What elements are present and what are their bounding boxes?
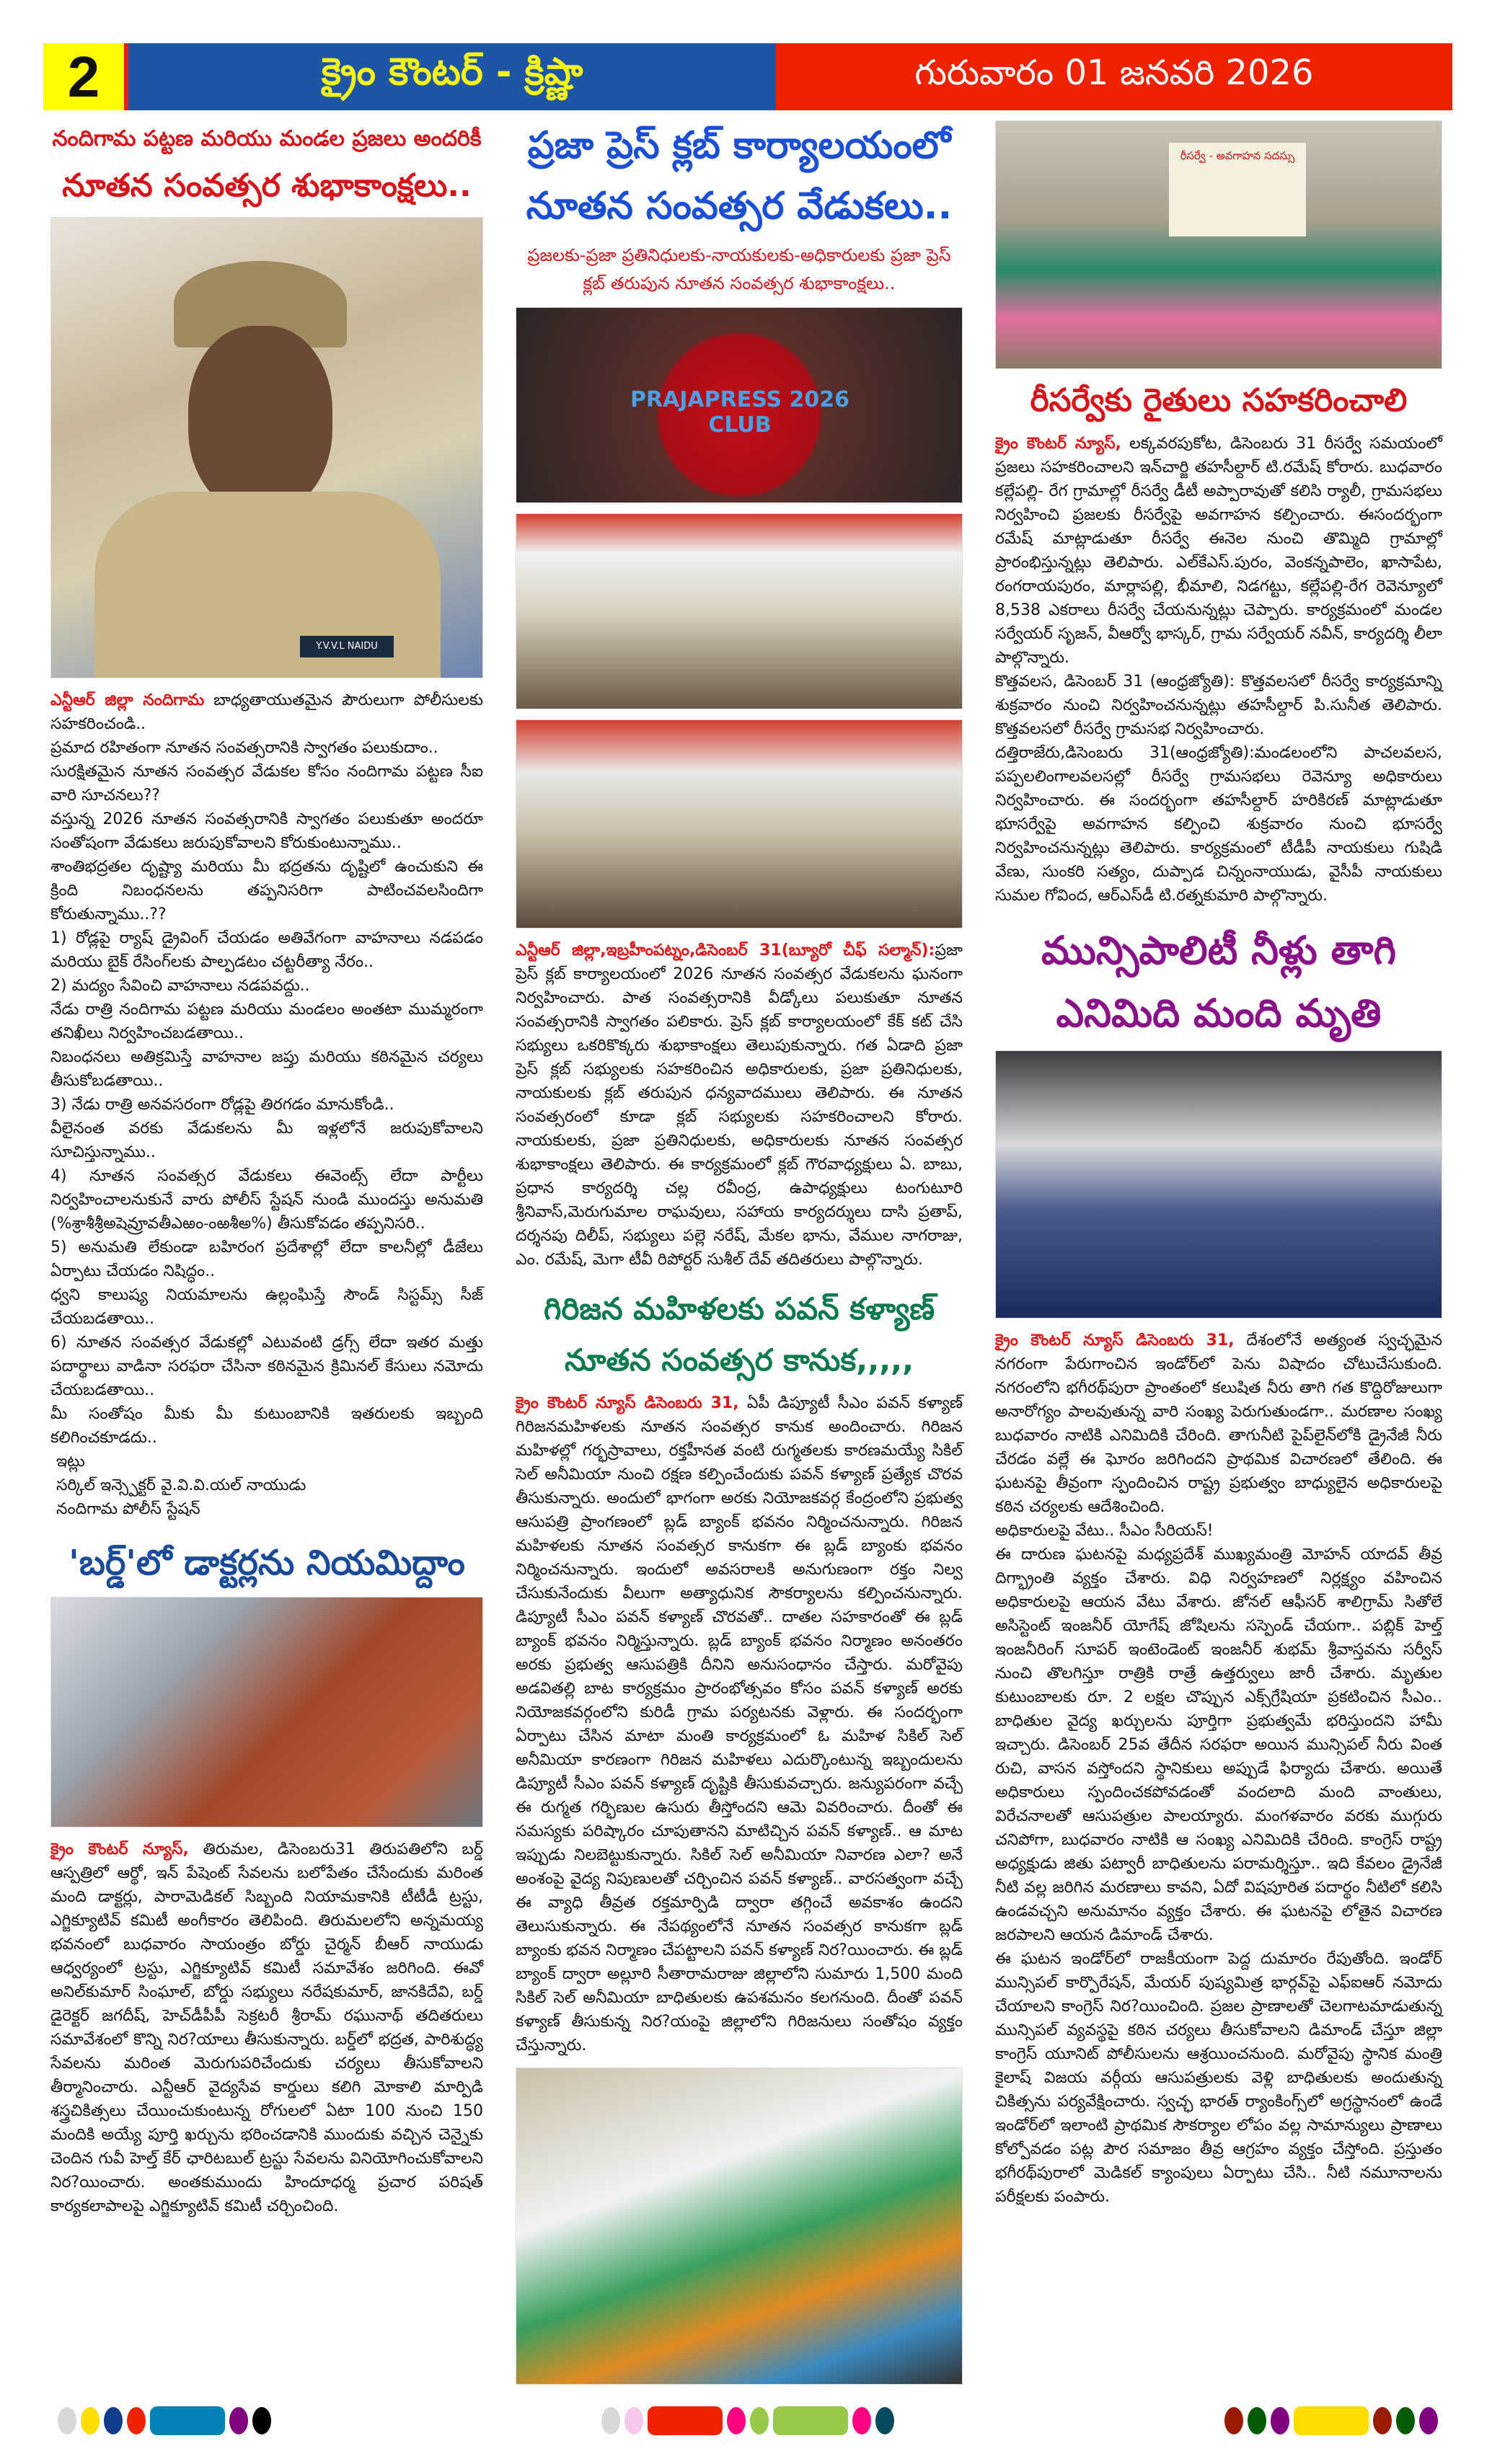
footer-decoration-left bbox=[58, 2406, 271, 2435]
footer-color-mark bbox=[81, 2407, 100, 2434]
column-2 bbox=[516, 120, 963, 2385]
press-dateline: ఎన్టీఆర్ జిల్లా,ఇబ్రహీంపట్నం,డిసెంబర్ 31(బ్యూరో చీఫ్ సల్మాన్): bbox=[516, 941, 935, 960]
paragraph: దత్తిరాజేరు,డిసెంబరు 31(ఆంధ్రజ్యోతి):మండలంలోని పాచలవలస, పప్పలలింగాలవలసల్లో రీసర్వే గ్రామసభలు రెవెన్యూ అధికారులు నిర్వహించారు. ఈ సందర్భంగా తహసీల్దార్ హరికిరణ్ మాట్లాడుతూ భూసర్వేపై అవగాహన కల్పించి శుక్రవారం నుంచి భూసర్వే నిర్వహించనున్నట్లు తెలిపారు. కార్యక్రమంలో టీడీపీ నాయకులు గుషిడి వేణు, సుంకరి సత్యం, దుప్పాడ చిన్నంనాయుడు, వైసీపీ నాయకులు సుమల గోవింద, ఆర్ఎస్‌డీ టి.రత్నకుమారి పాల్గొన్నారు. bbox=[995, 744, 1442, 905]
paragraph: ధ్వని కాలుష్య నియమాలను ఉల్లంఘిస్తే సౌండ్ సిస్టమ్స్ సీజ్ చేయబడతాయి.. bbox=[50, 1285, 483, 1328]
resurvey-photo bbox=[995, 120, 1442, 369]
hospital-photo bbox=[995, 1050, 1442, 1319]
footer-color-mark bbox=[104, 2407, 123, 2434]
pawan-kalyan-photo bbox=[516, 2068, 963, 2385]
paragraph: శాంతిభద్రతల దృష్ట్యా మరియు మీ భద్రతను దృష్టిలో ఉంచుకుని ఈ క్రింది నిబంధనలను తప్పనిసరిగా పాటించవలసిందిగా కోరుతున్నాము..?? bbox=[50, 857, 483, 923]
paragraph: బాధ్యతాయుతమైన పౌరులుగా పోలీసులకు సహకరించండి.. bbox=[50, 691, 483, 733]
paragraph: నిబంధనలు అతిక్రమిస్తే వాహనాల జప్తు మరియు కఠినమైన చర్యలు తీసుకోబడతాయి.. bbox=[50, 1047, 483, 1090]
bird-meeting-photo bbox=[50, 1597, 483, 1827]
column-3 bbox=[995, 120, 1442, 2209]
footer-color-mark bbox=[58, 2407, 76, 2434]
banner: రీసర్వే - అవగాహన సదస్సు bbox=[1169, 143, 1306, 236]
indore-dateline: క్రైం కౌంటర్ న్యూస్ డిసెంబరు 31, bbox=[995, 1331, 1235, 1350]
resurvey-headline: రీసర్వేకు రైతులు సహకరించాలి bbox=[1030, 382, 1408, 419]
issue-date: గురువారం 01 జనవరి 2026 bbox=[776, 43, 1452, 110]
footer-color-mark bbox=[1373, 2407, 1392, 2434]
indore-headline-line1: మున్సిపాలిటీ నీళ్లు తాగి bbox=[1041, 928, 1397, 974]
paragraph: 4) నూతన సంవత్సర వేడుకలు ఈవెంట్స్ లేదా పార్టీలు నిర్వహించాలనుకునే వారు పోలీస్ స్టేషన్ నుండి ముందస్తు అనుమతి (%శ్రాశీశ్రీఅషెవ్రూవతీఎఱం-ంఱశీఅ%) తీసుకోవడం తప్పనిసరి.. bbox=[50, 1166, 483, 1233]
indore-article-body bbox=[995, 1329, 1442, 2209]
footer-color-mark bbox=[1294, 2406, 1369, 2435]
police-officer-photo bbox=[50, 217, 483, 678]
press-article-body bbox=[516, 939, 963, 1272]
footer-color-mark bbox=[624, 2407, 643, 2434]
police-article-body bbox=[50, 688, 483, 1521]
footer-color-mark bbox=[1271, 2407, 1289, 2434]
paragraph: అధికారులపై వేటు.. సీఎం సీరియస్! bbox=[995, 1522, 1214, 1541]
police-kicker: నందిగామ పట్టణ మరియు మండల ప్రజలు అందరికీ bbox=[52, 126, 482, 151]
paragraph: మీ సంతోషం మీకు మీ కుటుంబానికి ఇతరులకు ఇబ్బంది కలిగించకూడదు.. bbox=[50, 1404, 483, 1447]
footer-color-mark bbox=[773, 2406, 848, 2435]
footer-color-mark bbox=[1248, 2407, 1266, 2434]
page-header bbox=[43, 43, 1452, 110]
signoff: నందిగామ పోలీస్ స్టేషన్ bbox=[56, 1499, 200, 1518]
indore-headline-line2: ఎనిమిది మంది మృతి bbox=[1056, 991, 1382, 1037]
press-headline-line1: ప్రజా ప్రెస్ క్లబ్ కార్యాలయంలో bbox=[527, 124, 951, 167]
paragraph: వస్తున్న 2026 నూతన సంవత్సరానికి స్వాగతం పలుకుతూ అందరూ సంతోషంగా వేడుకలు జరుపుకోవాలని కోరుకుంటున్నాము.. bbox=[50, 810, 483, 852]
cake-lettering: PRAJAPRESS 2026 CLUB bbox=[630, 387, 850, 438]
pawan-headline-line1: గిరిజన మహిళలకు పవన్ కళ్యాణ్ bbox=[543, 1291, 935, 1327]
signoff: సర్కిల్ ఇన్స్పెక్టర్ వై.వి.వి.యల్ నాయుడు bbox=[56, 1476, 306, 1494]
cake-photo bbox=[516, 307, 963, 503]
pawan-article-body bbox=[516, 1391, 963, 2057]
signoff: ఇట్లు bbox=[56, 1452, 85, 1471]
footer-color-mark bbox=[150, 2406, 225, 2435]
footer-color-mark bbox=[852, 2407, 871, 2434]
paragraph: తిరుమల, డిసెంబరు31 తిరుపతిలోని బర్డ్ ఆస్పత్రిలో ఆర్థో, ఇన్ పేషెంట్ సేవలను బలోపేతం చేసేందుకు మరింత మంది డాక్టర్లు, పారామెడికల్ సిబ్బంది నియామకానికి టీటీడీ ట్రస్టు, ఎగ్జిక్యూటివ్ కమిటీ అంగీకారం తెలిపింది. తిరుమలలోని అన్నమయ్య భవనంలో బుధవారం సాయంత్రం బోర్డు చైర్మన్ బీఆర్ నాయుడు ఆధ్వర్యంలో ట్రస్టు, ఎగ్జిక్యూటివ్ కమిటీ సమావేశం జరిగింది. ఈవో అనిల్‌కుమార్ సింఘాల్, బోర్డు సభ్యులు నరేషకుమార్, జానకిదేవి, బర్డ్ డైరెక్టర్ జగదీష్, హెచ్‌డీపీపీ సెక్రటరీ శ్రీరామ్ రఘునాథ్ తదితరులు సమావేశంలో కొన్ని నిర?యాలు తీసుకున్నారు. బర్డ్‌లో భద్రత, పారిశుద్ధ్య సేవలను మరింత మెరుగుపరిచేందుకు చర్యలు తీసుకోవాలని తీర్మానించారు. ఎన్టీఆర్ వైద్యసేవ కార్డులు కలిగి మోకాలి మార్పిడి శస్త్రచికిత్సలు చేయించుకుంటున్న రోగులలో ఏటా 100 నుంచి 150 మందికి అయ్యే పూర్తి ఖర్చును భరించడానికి ముందుకు వచ్చిన చెన్నైకు చెందిన గువీ హెల్త్ కేర్ ఛారిటబుల్ ట్రస్టు సేవలను వినియోగించుకోవాలని నిర?యించారు. అంతకుముందు హిందూధర్మ ప్రచార పరిషత్ కార్యకలాపాలపై ఎగ్జిక్యూటివ్ కమిటీ చర్చించింది. bbox=[50, 1840, 484, 2215]
section-title: క్రైం కౌంటర్ - క్రిష్ణా bbox=[128, 43, 776, 110]
cake-cutting-photo-1 bbox=[516, 513, 963, 709]
paragraph: దేశంలోనే అత్యంత స్వచ్ఛమైన నగరంగా పేరుగాంచిన ఇండోర్‌లో పెను విషాదం చోటుచేసుకుంది. నగరంలోని భగీరథ్‌పురా ప్రాంతంలో కలుషిత నీరు తాగి గత కొద్దిరోజులుగా అనారోగ్యం పాలవుతున్న వారి సంఖ్య పెరుగుతుండగా.. మరణాల సంఖ్య బుధవారం నాటికి ఎనిమిదికి చేరింది. తాగునీటి పైప్‌లైన్‌లోకి డ్రైనేజీ నీరు చేరడం వల్లే ఈ ఘోరం జరిగిందని ప్రాథమిక విచారణలో తేలింది. ఈ ఘటనపై తీవ్రంగా స్పందించిన రాష్ట్ర ప్రభుత్వం బాధ్యులైన అధికారులపై కఠిన చర్యలకు ఆదేశించింది. bbox=[995, 1331, 1442, 1517]
paragraph: ఏపీ డిప్యూటీ సీఎం పవన్ కళ్యాణ్ గిరిజనమహిళలకు నూతన సంవత్సర కానుక అందించారు. గిరిజన మహిళల్లో గర్భస్రావాలు, రక్తహీనత వంటి రుగ్మతలకు కారణమయ్యే సికిల్ సెల్ అనీమియా నుంచి రక్షణ కల్పించేందుకు పవన్ కళ్యాణ్ ప్రత్యేక చొరవ తీసుకున్నారు. అందులో భాగంగా అరకు నియోజకవర్గ కేంద్రంలోని ప్రభుత్వ ఆసుపత్రి ప్రాంగణంలో బ్లడ్ బ్యాంక్ భవనం నిర్మించనున్నారు. గిరిజన మహిళలకు నూతన సంవత్సర కానుకగా ఈ బ్లడ్ బ్యాంకు భవనం నిర్మించనున్నారు. ఇందులో అవసరాలకి అనుగుణంగా రక్తం నిల్వ చేసుకునేందుకు వీలుగా అత్యాధునిక సౌకర్యాలను కల్పించనున్నారు. డిప్యూటీ సీఎం పవన్ కళ్యాణ్ చొరవతో.. దాతల సహకారంతో ఈ బ్లడ్ బ్యాంక్ భవనం నిర్మిస్తున్నారు. బ్లడ్ బ్యాంక్ భవనం నిర్మాణం అనంతరం అరకు ప్రభుత్వ ఆసుపత్రికి దీనిని అనుసంధానం చేస్తారు. మరోవైపు అడవితల్లి బాట కార్యక్రమం ప్రారంభోత్సవం కోసం పవన్ కళ్యాణ్ అరకు నియోజకవర్గంలోని కురిడీ గ్రామ పర్యటనకు వెళ్లారు. ఈ సందర్భంగా ఏర్పాటు చేసిన మాటా మంతి కార్యక్రమంలో ఓ మహిళ సికిల్ సెల్ అనీమియా కారణంగా గిరిజన మహిళలు ఎదుర్కొంటున్న ఇబ్బందులను డిప్యూటీ సీఎం పవన్ కళ్యాణ్ దృష్టికి తీసుకువచ్చారు. జన్యుపరంగా వచ్చే ఈ రుగ్మత గర్భిణుల ఉసురు తీస్తోందని ఆమె వివరించారు. దీంతో ఈ సమస్యకు పరిష్కారం చూపుతానని మాటిచ్చిన పవన్ కళ్యాణ్.. ఆ మాట ఇప్పుడు నిలబెట్టుకున్నారు. సికిల్ సెల్ అనీమియా నివారణ ఎలా? అనే అంశంపై వైద్య నిపుణులతో చర్చించిన పవన్ కళ్యాణ్.. వారసత్వంగా వచ్చే ఈ వ్యాధి తీవ్రత రక్తమార్పిడి ద్వారా తగ్గించే అవకాశం ఉందని తెలుసుకున్నారు. ఈ నేపథ్యంలోనే నూతన సంవత్సర కానుకగా బ్లడ్ బ్యాంకు భవన నిర్మాణం చేపట్టాలని పవన్ కళ్యాణ్ నిర?యించారు. ఈ బ్లడ్ బ్యాంక్ ద్వారా అల్లూరి సీతారామరాజు జిల్లాలోని సుమారు 1,500 మంది సికిల్ సెల్ అనీమియా బాధితులకు ఉపశమనం కలగనుంది. దీంతో పవన్ కళ్యాణ్ తీసుకున్న నిర?యంపై జిల్లాలోని గిరిజనులు సంతోషం వ్యక్తం చేస్తున్నారు. bbox=[516, 1393, 963, 2055]
police-dateline: ఎన్టీఆర్ జిల్లా నందిగామ bbox=[50, 691, 205, 709]
paragraph: వీలైనంత వరకు వేడుకలను మీ ఇళ్లలోనే జరుపుకోవాలని సూచిస్తున్నాము.. bbox=[50, 1119, 483, 1161]
paragraph: లక్కవరపుకోట, డిసెంబరు 31 రీసర్వే సమయంలో ప్రజలు సహకరించాలని ఇన్‌చార్జి తహసీల్దార్ టి.రమేష్ కోరారు. బుధవారం కల్లేపల్లి- రేగ గ్రామాల్లో రీసర్వే డీటీ అప్పారావుతో కలిసి ర్యాలీ, గ్రామసభలు నిర్వహించి ప్రజలకు రీసర్వేపై అవగాహన కల్పించారు. ఈసందర్భంగా రమేష్ మాట్లాడుతూ రీసర్వే ఈనెల నుంచి తొమ్మిది గ్రామాల్లో ప్రారంభిస్తున్నట్లు తెలిపారు. ఎల్‌కేఎస్.పురం, వెంకన్నపాలెం, ఖాసాపేట, రంగరాయపురం, మార్లాపల్లి, భీమాలి, నిడగట్టు, కల్లేపల్లి-రేగ రెవెన్యూలో 8,538 ఎకరాలు రీసర్వే చేయనున్నట్లు చెప్పారు. కార్యక్రమంలో మండల సర్వేయర్ సృజన్, వీఆర్వో భాస్కర్, గ్రామ సర్వేయర్ నవీన్, కార్యదర్శి లీలా పాల్గొన్నారు. bbox=[995, 435, 1442, 668]
bird-article-body bbox=[50, 1838, 483, 2218]
page-number: 2 bbox=[43, 43, 128, 110]
footer-color-mark bbox=[229, 2407, 248, 2434]
paragraph: 2) మద్యం సేవించి వాహనాలు నడపవద్దు.. bbox=[50, 976, 310, 995]
footer-color-mark bbox=[1224, 2407, 1243, 2434]
column-1 bbox=[50, 120, 483, 2218]
footer-color-mark bbox=[601, 2407, 620, 2434]
police-headline: నూతన సంవత్సర శుభాకాంక్షలు.. bbox=[62, 167, 472, 204]
paragraph: ఈ దారుణ ఘటనపై మధ్యప్రదేశ్ ముఖ్యమంత్రి మోహన్ యాదవ్ తీవ్ర దిగ్భ్రాంతి వ్యక్తం చేశారు. విధి నిర్వహణలో నిర్లక్ష్యం వహించిన అధికారులపై ఆయన వేటు వేశారు. జోనల్ ఆఫీసర్ శాలిగ్రామ్ సితోలే అసిస్టెంట్ ఇంజనీర్ యోగేష్ జోషిలను సస్పెండ్ చేయగా.. పబ్లిక్ హెల్త్ ఇంజనీరింగ్ సూపర్ ఇంటెండెంట్ ఇంజనీర్ శుభమ్ శ్రీవాస్తవను సర్వీస్ నుంచి తొలగిస్తూ రాత్రికి రాత్రే ఉత్తర్వులు జారీ చేశారు. మృతుల కుటుంబాలకు రూ. 2 లక్షల చొప్పున ఎక్స్‌గ్రేషియా ప్రకటించిన సీఎం.. బాధితుల వైద్య ఖర్చులను పూర్తిగా ప్రభుత్వమే భరిస్తుందని హామీ ఇచ్చారు. డిసెంబర్ 25వ తేదీన సరఫరా అయిన మున్సిపల్ నీరు వింత రుచి, వాసన వస్తోందని స్థానికులు అప్పుడే ఫిర్యాదు చేశారు. అయితే అధికారులు స్పందించకపోవడంతో వందలాది మంది వాంతులు, విరేచనాలతో ఆసుపత్రుల పాలయ్యారు. మంగళవారం వరకు ముగ్గురు చనిపోగా, బుధవారం నాటికి ఆ సంఖ్య ఎనిమిదికి చేరింది. కాంగ్రెస్ రాష్ట్ర అధ్యక్షుడు జితు పట్వారీ బాధితులను పరామర్శిస్తూ.. ఇది కేవలం డ్రైనేజీ నీటి వల్ల జరిగిన మరణాలు కావని, ఏదో విషపూరిత పదార్థం నీటిలో కలిసి ఉండవచ్చని అనుమానం వ్యక్తం చేశారు. ఈ ఘటనపై లోతైన విచారణ జరపాలని ఆయన డిమాండ్ చేశారు. bbox=[995, 1546, 1442, 1945]
bird-dateline: క్రైం కౌంటర్ న్యూస్, bbox=[50, 1840, 189, 1858]
pawan-dateline: క్రైం కౌంటర్ న్యూస్ డిసెంబరు 31, bbox=[516, 1393, 739, 1412]
page-footer bbox=[43, 2406, 1452, 2435]
footer-color-mark bbox=[1396, 2407, 1415, 2434]
page-columns bbox=[43, 120, 1452, 2385]
footer-color-mark bbox=[727, 2407, 746, 2434]
paragraph: ప్రజా ప్రెస్ క్లబ్ కార్యాలయంలో 2026 నూతన సంవత్సర వేడుకలను ఘనంగా నిర్వహించారు. పాత సంవత్సరానికి వీడ్కోలు పలుకుతూ నూతన సంవత్సరానికి స్వాగతం పలికారు. ప్రెస్ క్లబ్ కార్యాలయంలో కేక్ కట్ చేసి సభ్యులు ఒకరికొక్కరు శుభాకాంక్షలు తెలుపుకున్నారు. గత ఏడాది ప్రజా ప్రెస్ క్లబ్ సభ్యులకు సహకరించిన అధికారులకు, ప్రజా ప్రతినిధులకు, నాయకులకు క్లబ్ తరుపున ధన్యవాదములు తెలిపారు. ఈ నూతన సంవత్సరంలో కూడా క్లబ్ సభ్యులకు సహకరించాలని కోరారు. నాయకులకు, ప్రజా ప్రతినిధులకు, అధికారులకు నూతన సంవత్సర శుభాకాంక్షలు తెలిపారు. ఈ కార్యక్రమంలో క్లబ్ గౌరవాధ్యక్షులు ఏ. బాబు, ప్రధాన కార్యదర్శి చల్ల రవీంద్ర, ఉపాధ్యక్షులు టంగుటూరి శ్రీనివాస్,మెరుగుమాల రాఘవులు, సహాయ కార్యదర్శులు దాసి ప్రతాప్, దర్శనపు దిలీప్, సభ్యులు పల్లె నరేష్, మేకల భాను, వేముల నాగరాజు, ఎం. రమేష్, మెగా టీవీ రిపోర్టర్ సుశీల్ దేవ్ తదితరులు పాల్గొన్నారు. bbox=[516, 941, 963, 1269]
footer-color-mark bbox=[1419, 2407, 1438, 2434]
resurvey-dateline: క్రైం కౌంటర్ న్యూస్, bbox=[995, 435, 1121, 453]
paragraph: నేడు రాత్రి నందిగామ పట్టణ మరియు మండలం అంతటా ముమ్మరంగా తనిఖీలు నిర్వహించబడతాయి.. bbox=[50, 1000, 483, 1042]
name-tag: Y.V.V.L NAIDU bbox=[300, 636, 394, 657]
footer-decoration-center bbox=[601, 2406, 894, 2435]
paragraph: 6) నూతన సంవత్సర వేడుకల్లో ఎటువంటి డ్రగ్స్ లేదా ఇతర మత్తు పదార్థాలు వాడినా సరఫరా చేసినా కఠినమైన క్రిమినల్ కేసులు నమోదు చేయబడతాయి.. bbox=[50, 1333, 483, 1399]
paragraph: సురక్షితమైన నూతన సంవత్సర వేడుకల కోసం నందిగామ పట్టణ సీఐ వారి సూచనలు?? bbox=[50, 762, 483, 805]
resurvey-article-body bbox=[995, 432, 1442, 908]
paragraph: ప్రమాద రహితంగా నూతన సంవత్సరానికి స్వాగతం పలుకుదాం.. bbox=[50, 738, 438, 757]
footer-color-mark bbox=[648, 2406, 723, 2435]
bird-headline: 'బర్డ్'లో డాక్టర్లను నియమిద్దాం bbox=[69, 1542, 465, 1583]
footer-color-mark bbox=[252, 2407, 271, 2434]
paragraph: ఈ ఘటన ఇండోర్‌లో రాజకీయంగా పెద్ద దుమారం రేపుతోంది. ఇండోర్ మున్సిపల్ కార్పొరేషన్, మేయర్ పుష్యమిత్ర భార్గవ్‌పై ఎఫ్ఐఆర్ నమోదు చేయాలని కాంగ్రెస్ నిర?యించింది. ప్రజల ప్రాణాలతో చెలగాటమాడుతున్న మున్సిపల్ వ్యవస్థపై కఠిన చర్యలు తీసుకోవాలని డిమాండ్ చేస్తూ జిల్లా కాంగ్రెస్ యూనిట్ పోలీసులను ఆశ్రయించనుంది. మరోవైపు స్థానిక మంత్రి కైలాష్ విజయ వర్గీయ ఆసుపత్రులకు వెళ్లి బాధితులకు అందుతున్న చికిత్సను పర్యవేక్షించారు. స్వచ్ఛ భారత్ ర్యాంకింగ్స్‌లో అగ్రస్థానంలో ఉండే ఇండోర్‌లో ఇలాంటి ప్రాథమిక సౌకర్యాల లోపం వల్ల సామాన్యులు ప్రాణాలు కోల్పోవడం పట్ల పౌర సమాజం తీవ్ర ఆగ్రహం వ్యక్తం చేస్తోంది. ప్రస్తుతం భగీరథ్‌పురాలో మెడికల్ క్యాంపులు ఏర్పాటు చేసి.. నీటి నమూనాలను పరీక్షలకు పంపారు. bbox=[995, 1950, 1442, 2207]
press-subhead: ప్రజలకు-ప్రజా ప్రతినిధులకు-నాయకులకు-అధికారులకు ప్రజా ప్రెస్ క్లబ్ తరుపున నూతన సంవత్సర శుభాకాంక్షలు.. bbox=[527, 245, 951, 293]
footer-decoration-right bbox=[1224, 2406, 1438, 2435]
cake-cutting-photo-2 bbox=[516, 719, 963, 929]
footer-color-mark bbox=[875, 2407, 894, 2434]
paragraph: 5) అనుమతి లేకుండా బహిరంగ ప్రదేశాల్లో లేదా కాలనీల్లో డీజేలు ఏర్పాటు చేయడం నిషిద్ధం.. bbox=[50, 1238, 483, 1280]
paragraph: కొత్తవలస, డిసెంబర్ 31 (ఆంధ్రజ్యోతి): కొత్తవలసలో రీసర్వే కార్యక్రమాన్ని శుక్రవారం నుంచి నిర్వహించనున్నట్లు తహసీల్దార్ పి.సునీత తెలిపారు. కొత్తవలసలో రీసర్వే గ్రామసభ నిర్వహించారు. bbox=[995, 673, 1442, 739]
paragraph: 3) నేడు రాత్రి అనవసరంగా రోడ్లపై తిరగడం మానుకోండి.. bbox=[50, 1095, 394, 1114]
pawan-headline-line2: నూతన సంవత్సర కానుక,,,,, bbox=[564, 1342, 914, 1378]
footer-color-mark bbox=[127, 2407, 146, 2434]
footer-color-mark bbox=[750, 2407, 769, 2434]
press-headline-line2: నూతన సంవత్సర వేడుకలు.. bbox=[526, 185, 953, 229]
paragraph: 1) రోడ్లపై ర్యాష్ డ్రైవింగ్ చేయడం అతివేగంగా వాహనాలు నడపడం మరియు బైక్ రేసింగ్‌లకు పాల్పడటం చట్టరీత్యా నేరం.. bbox=[50, 929, 483, 971]
